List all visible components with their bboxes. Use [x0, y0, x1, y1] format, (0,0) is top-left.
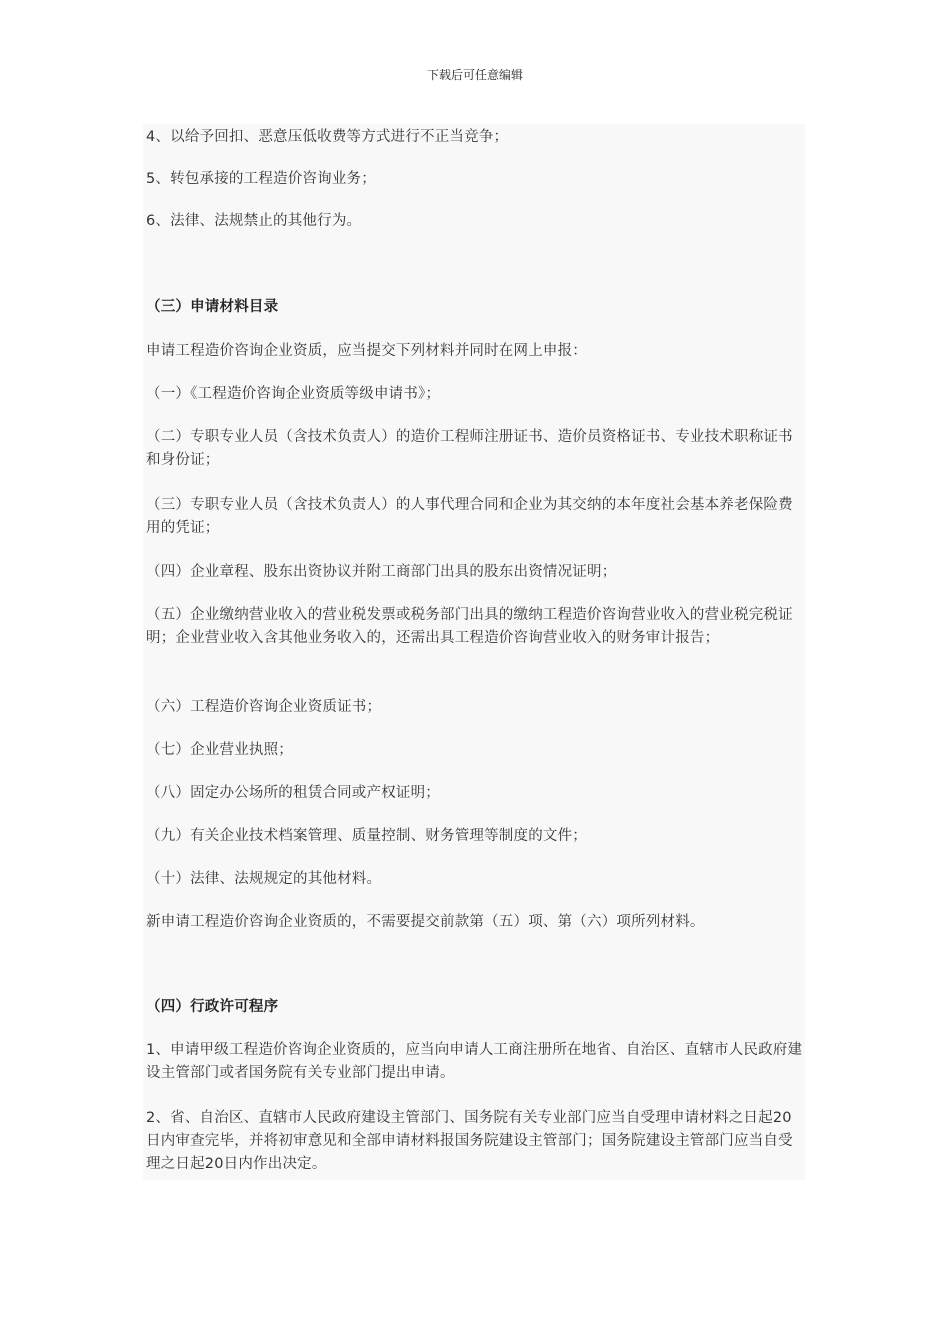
page-header: 下载后可任意编辑: [426, 68, 523, 82]
paragraph: 新申请工程造价咨询企业资质的，不需要提交前款第（五）项、第（六）项所列材料。: [146, 914, 705, 930]
list-item: （九）有关企业技术档案管理、质量控制、财务管理等制度的文件；: [146, 828, 587, 844]
section-heading: （四）行政许可程序: [146, 999, 279, 1015]
list-item: （二）专职专业人员（含技术负责人）的造价工程师注册证书、造价员资格证书、专业技术职称证书和身份证；: [146, 429, 793, 468]
list-item: （八）固定办公场所的租赁合同或产权证明；: [146, 785, 440, 801]
list-item: 4、以给予回扣、恶意压低收费等方式进行不正当竞争；: [146, 129, 509, 145]
list-item: （五）企业缴纳营业收入的营业税发票或税务部门出具的缴纳工程造价咨询营业收入的营业税完税证明；企业营业收入含其他业务收入的，还需出具工程造价咨询营业收入的财务审计报告；: [146, 607, 793, 646]
list-item: 5、转包承接的工程造价咨询业务；: [146, 171, 376, 187]
list-item: （十）法律、法规规定的其他材料。: [146, 871, 382, 887]
list-item: 1、申请甲级工程造价咨询企业资质的，应当向申请人工商注册所在地省、自治区、直辖市人民政府建设主管部门或者国务院有关专业部门提出申请。: [146, 1042, 803, 1081]
section-heading: （三）申请材料目录: [146, 299, 279, 315]
list-item: 6、法律、法规禁止的其他行为。: [146, 213, 362, 229]
list-item: （四）企业章程、股东出资协议并附工商部门出具的股东出资情况证明；: [146, 564, 617, 580]
list-item: （三）专职专业人员（含技术负责人）的人事代理合同和企业为其交纳的本年度社会基本养老保险费用的凭证；: [146, 497, 793, 536]
list-item: 2、省、自治区、直辖市人民政府建设主管部门、国务院有关专业部门应当自受理申请材料之日起20日内审查完毕，并将初审意见和全部申请材料报国务院建设主管部门；国务院建设主管部门应当自受理之日起20日内作出决定。: [146, 1110, 793, 1172]
list-item: （一）《工程造价咨询企业资质等级申请书》；: [146, 386, 441, 402]
list-item: （七）企业营业执照；: [146, 742, 293, 758]
list-item: （六）工程造价咨询企业资质证书；: [146, 699, 382, 715]
content-block: [143, 124, 805, 1180]
paragraph: 申请工程造价咨询企业资质，应当提交下列材料并同时在网上申报：: [146, 343, 587, 359]
